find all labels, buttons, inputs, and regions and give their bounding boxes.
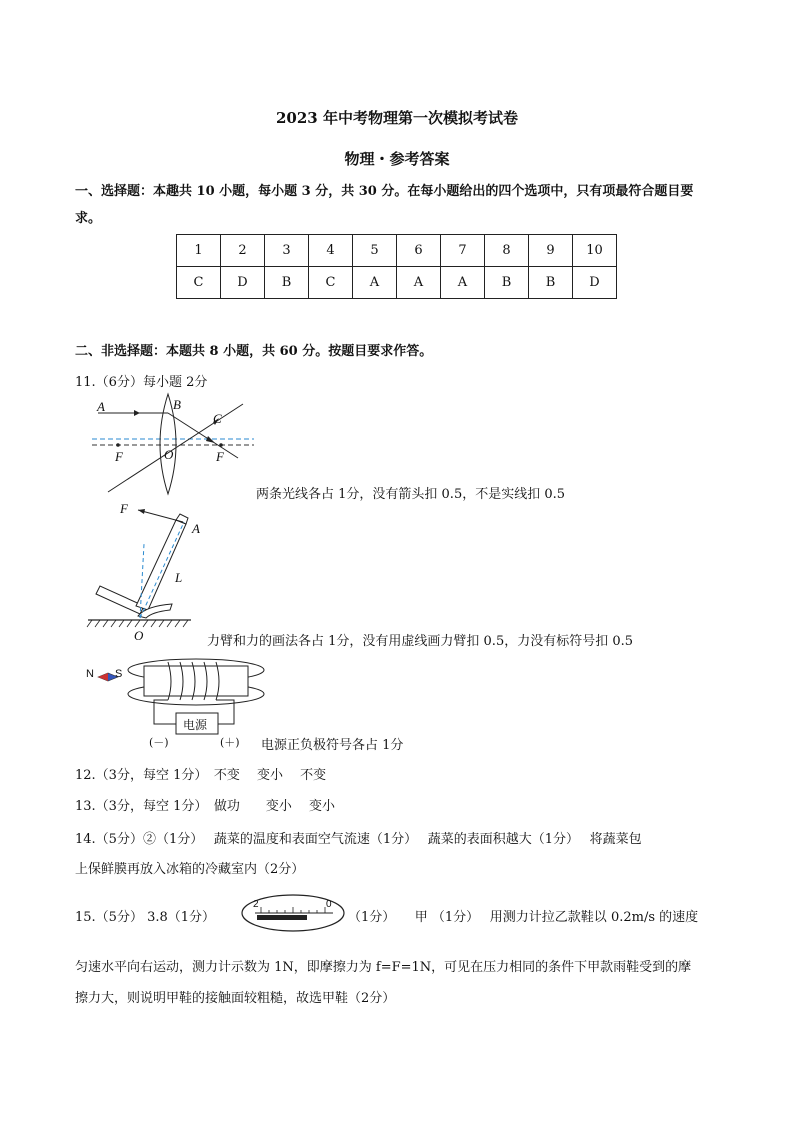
table-cell: D bbox=[573, 267, 617, 299]
power-label: 电源 bbox=[183, 718, 208, 732]
scale-label-2: 2 bbox=[253, 899, 259, 910]
label-C: C bbox=[213, 411, 222, 426]
q12-answer: 12.（3分，每空 1分） 不变 变小 不变 bbox=[75, 768, 327, 783]
q11-header: 11.（6分）每小题 2分 bbox=[75, 375, 208, 390]
table-cell: B bbox=[485, 267, 529, 299]
label-O-fulcrum: O bbox=[134, 628, 144, 643]
table-cell: D bbox=[221, 267, 265, 299]
q15-line2: 匀速水平向右运动，测力计示数为 1N，即摩擦力为 f=F=1N，可见在压力相同的条件下甲款雨鞋受到的摩 bbox=[75, 960, 692, 975]
plus-terminal: (＋) bbox=[220, 736, 240, 749]
q14-line2: 上保鲜膜再放入冰箱的冷藏室内（2分） bbox=[75, 862, 305, 877]
q13-answer: 13.（3分，每空 1分） 做功 变小 变小 bbox=[75, 799, 335, 814]
minus-terminal: (－) bbox=[149, 736, 169, 749]
answer-table-numbers-row bbox=[177, 235, 617, 267]
answer-table-answers-row bbox=[177, 267, 617, 299]
lever-diagram bbox=[86, 498, 206, 633]
table-cell: 2 bbox=[221, 235, 265, 267]
q15-line3: 擦力大，则说明甲鞋的接触面较粗糙，故选甲鞋（2分） bbox=[75, 991, 396, 1006]
table-cell: 9 bbox=[529, 235, 573, 267]
scale-label-0: 0 bbox=[326, 899, 332, 910]
table-cell: A bbox=[397, 267, 441, 299]
page-subtitle: 物理・参考答案 bbox=[344, 150, 450, 168]
label-A: A bbox=[97, 399, 105, 414]
q14-line1: 14.（5分）②（1分） 蔬菜的温度和表面空气流速（1分） 蔬菜的表面积越大（1分） 将蔬菜包 bbox=[75, 832, 642, 847]
table-cell: 5 bbox=[353, 235, 397, 267]
table-cell: 3 bbox=[265, 235, 309, 267]
page-title: 2023 年中考物理第一次模拟考试卷 bbox=[276, 109, 518, 127]
table-cell: 8 bbox=[485, 235, 529, 267]
answer-table bbox=[176, 234, 617, 299]
table-cell: 6 bbox=[397, 235, 441, 267]
q11-fig3-note: 电源正负极符号各占 1分 bbox=[261, 738, 404, 753]
section2-heading: 二、非选择题：本题共 8 小题，共 60 分。按题目要求作答。 bbox=[75, 344, 433, 359]
table-cell: C bbox=[309, 267, 353, 299]
label-F-force: F bbox=[120, 501, 128, 516]
section1-heading-line1: 一、选择题：本趣共 10 小题，每小题 3 分，共 30 分。在每小题给出的四个选项中，只有项最符合题目要 bbox=[75, 184, 694, 199]
electromagnet-diagram bbox=[84, 652, 269, 747]
label-B: B bbox=[173, 397, 181, 412]
label-S: S bbox=[115, 668, 123, 680]
table-cell: B bbox=[265, 267, 309, 299]
table-cell: 4 bbox=[309, 235, 353, 267]
table-cell: A bbox=[441, 267, 485, 299]
table-cell: A bbox=[353, 267, 397, 299]
table-cell: 7 bbox=[441, 235, 485, 267]
table-cell: 1 bbox=[177, 235, 221, 267]
table-cell: 10 bbox=[573, 235, 617, 267]
label-F-left: F bbox=[115, 449, 123, 464]
label-A-point: A bbox=[192, 521, 200, 536]
table-cell: B bbox=[529, 267, 573, 299]
table-cell: C bbox=[177, 267, 221, 299]
label-O: O bbox=[164, 447, 174, 462]
q15-suffix: （1分） 甲 （1分） 用测力计拉乙款鞋以 0.2m/s 的速度 bbox=[348, 910, 699, 925]
section1-heading-line2: 求。 bbox=[75, 211, 102, 226]
q15-prefix: 15.（5分） 3.8（1分） bbox=[75, 910, 216, 925]
q11-fig1-note: 两条光线各占 1分，没有箭头扣 0.5，不是实线扣 0.5 bbox=[256, 487, 566, 502]
label-F-right: F bbox=[216, 449, 224, 464]
label-N: N bbox=[86, 668, 94, 680]
q11-fig2-note: 力臂和力的画法各占 1分，没有用虚线画力臂扣 0.5，力没有标符号扣 0.5 bbox=[207, 634, 634, 649]
label-L: L bbox=[175, 570, 183, 585]
